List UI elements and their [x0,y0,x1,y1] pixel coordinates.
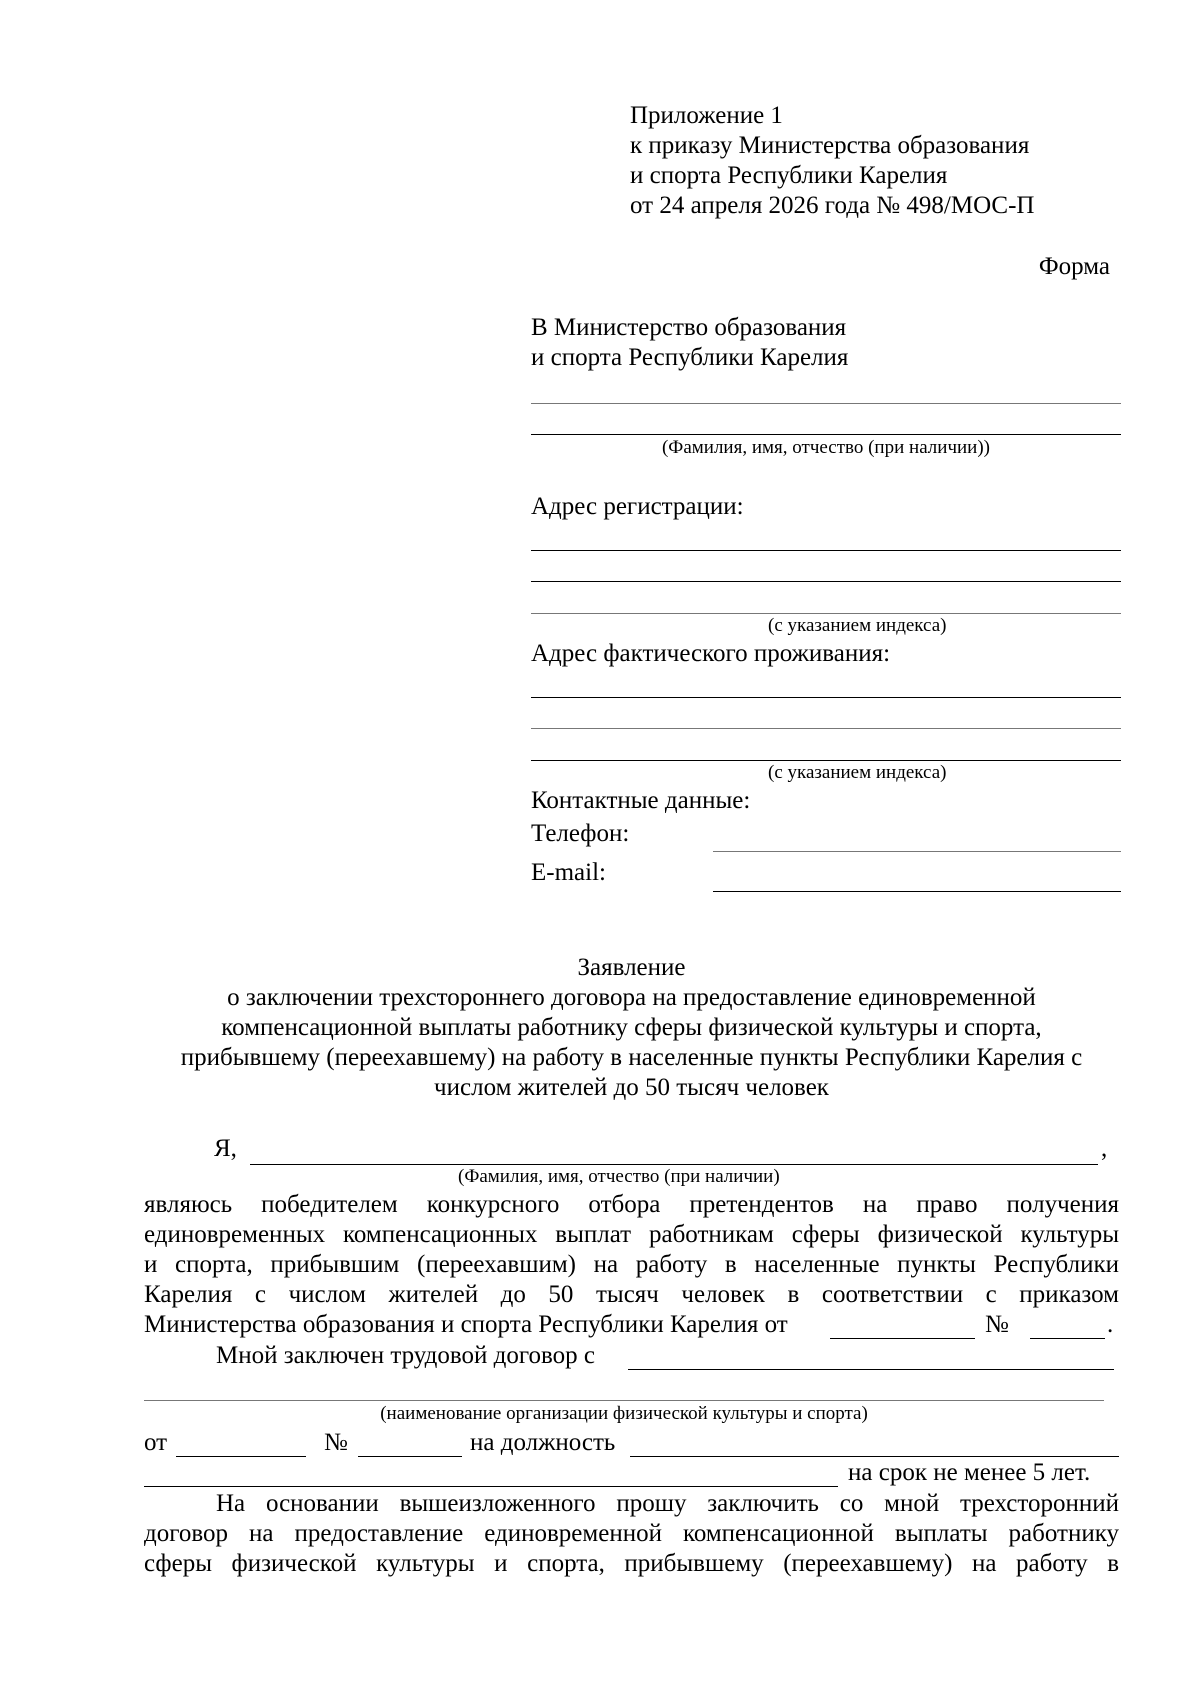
para2-line-2: договор на предоставление единовременной компенсационной выплаты работнику [144,1520,1119,1547]
para1-line-4: Карелия с числом жителей до 50 тысяч человек в соответствии с приказом [144,1281,1119,1308]
residence-line-2[interactable] [531,728,1121,729]
title-line-3: компенсационной выплаты работнику сферы физической культуры и спорта, [221,1014,1042,1041]
para1-line-1: являюсь победителем конкурсного отбора претендентов на право получения [144,1191,1119,1218]
i-suffix: , [1101,1135,1108,1162]
registration-label: Адрес регистрации: [531,493,744,520]
residence-caption: (с указанием индекса) [768,762,947,783]
contract-prefix: Мной заключен трудовой договор с [216,1342,595,1369]
contract-number-line[interactable] [358,1456,462,1457]
addressee-line-2: и спорта Республики Карелия [531,344,849,371]
position-line-2[interactable] [144,1486,838,1487]
para2-line-1: На основании вышеизложенного прошу заключить со мной трехсторонний [216,1490,1119,1517]
order-date-line[interactable] [830,1338,975,1339]
i-prefix: Я, [214,1135,237,1162]
contract-from-label: от [144,1429,168,1456]
email-line[interactable] [713,891,1121,892]
registration-line-3[interactable] [531,613,1121,614]
contacts-label: Контактные данные: [531,787,751,814]
title-line-1: Заявление [577,954,686,981]
organization-line-2[interactable] [144,1400,1104,1401]
order-period: . [1107,1311,1114,1338]
phone-label: Телефон: [531,820,630,847]
position-line-1[interactable] [630,1456,1119,1457]
registration-line-2[interactable] [531,581,1121,582]
addressee-line-1: В Министерство образования [531,314,847,341]
applicant-fullname-caption: (Фамилия, имя, отчество (при наличии) [458,1166,780,1187]
applicant-name-line-1[interactable] [531,403,1121,404]
residence-line-1[interactable] [531,697,1121,698]
residence-label: Адрес фактического проживания: [531,640,891,667]
applicant-fullname-line[interactable] [250,1164,1098,1165]
para2-line-3: сферы физической культуры и спорта, прибывшему (переехавшему) на работу в [144,1550,1119,1577]
annex-line-3: и спорта Республики Карелия [630,162,948,189]
title-line-2: о заключении трехстороннего договора на предоставление единовременной [227,984,1036,1011]
term-text: на срок не менее 5 лет. [848,1459,1091,1486]
applicant-name-line-2[interactable] [531,434,1121,435]
form-label: Форма [1038,253,1110,280]
registration-caption: (с указанием индекса) [768,615,947,636]
registration-line-1[interactable] [531,550,1121,551]
email-label: E-mail: [531,859,606,886]
position-label: на должность [470,1429,616,1456]
contract-number-sign: № [324,1429,348,1456]
order-number-line[interactable] [1030,1338,1105,1339]
contract-date-line[interactable] [176,1456,306,1457]
para1-line-3: и спорта, прибывшим (переехавшим) на работу в населенные пункты Республики [144,1251,1119,1278]
annex-line-1: Приложение 1 [630,102,783,129]
annex-line-2: к приказу Министерства образования [630,132,1030,159]
title-line-4: прибывшему (переехавшему) на работу в населенные пункты Республики Карелия с [180,1044,1083,1071]
organization-caption: (наименование организации физической культуры и спорта) [380,1403,868,1424]
para1-line-2: единовременных компенсационных выплат работникам сферы физической культуры [144,1221,1119,1248]
para1-line-5: Министерства образования и спорта Республики Карелия от [144,1311,788,1338]
order-number-sign: № [985,1311,1009,1338]
phone-line[interactable] [713,851,1121,852]
applicant-name-caption: (Фамилия, имя, отчество (при наличии)) [661,437,990,458]
organization-line-1[interactable] [628,1369,1114,1370]
title-line-5: числом жителей до 50 тысяч человек [434,1074,829,1101]
residence-line-3[interactable] [531,760,1121,761]
annex-line-4: от 24 апреля 2026 года № 498/МОС-П [630,192,1035,219]
